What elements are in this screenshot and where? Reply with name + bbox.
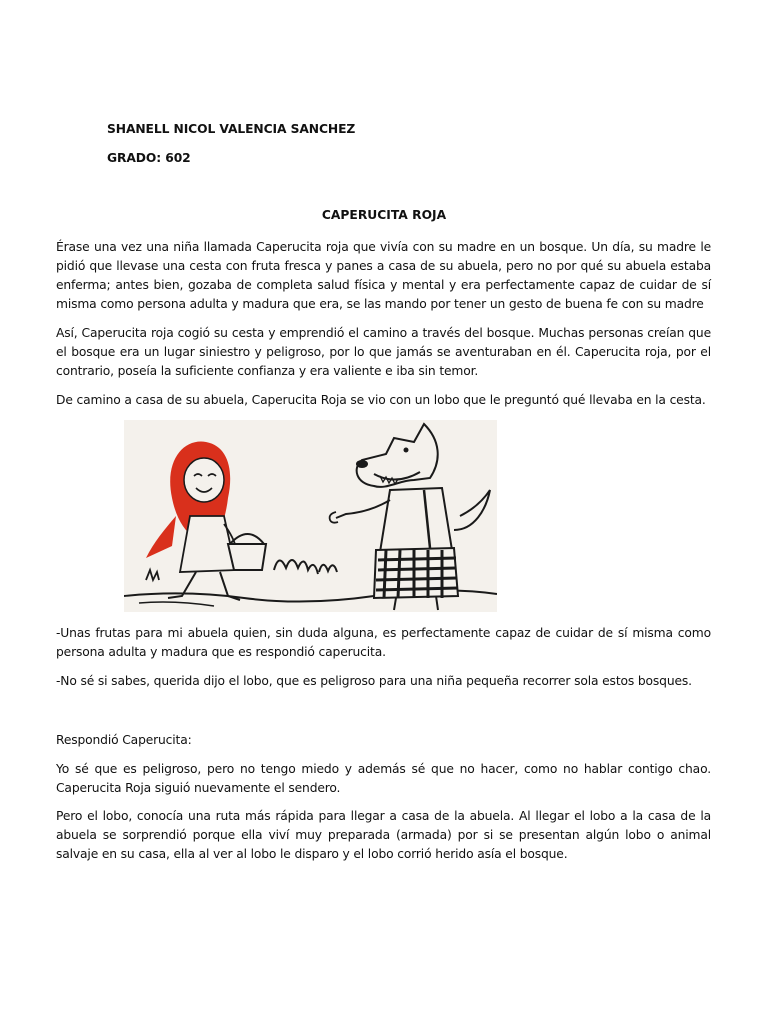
paragraph: Pero el lobo, conocía una ruta más rápida para llegar a casa de la abuela. Al llegar el lobo a la casa de la abuela se sorprendió porque ella viví muy preparada (armada) por si se presentan algún lobo o animal salvaje en su casa, ella al ver al lobo le disparo y el lobo corrió herido asía el bosque.: [56, 809, 711, 861]
paragraph: -Unas frutas para mi abuela quien, sin duda alguna, es perfectamente capaz de cuidar de sí misma como persona adulta y madura que es respondió caperucita.: [56, 626, 711, 659]
student-name: SHANELL NICOL VALENCIA SANCHEZ: [107, 122, 356, 136]
story-title: CAPERUCITA ROJA: [321, 208, 447, 222]
paragraph: Así, Caperucita roja cogió su cesta y emprendió el camino a través del bosque. Muchas personas creían que el bosque era un lugar siniestro y peligroso, por lo que jamás se aventuraban en él. Caperucita roja, por el contrario, poseía la suficiente confianza y era valiente e iba sin temor.: [56, 326, 711, 378]
paragraph: Yo sé que es peligroso, pero no tengo miedo y además sé que no hacer, como no hablar contigo chao. Caperucita Roja siguió nuevamente el sendero.: [56, 762, 711, 795]
paragraph: Érase una vez una niña llamada Caperucita roja que vivía con su madre en un bosque. Un día, su madre le pidió que llevase una cesta con fruta fresca y panes a casa de su abuela, pero no por qué su abuela estaba enferma; antes bien, gozaba de completa salud física y mental y era perfectamente capaz de cuidar de sí misma como persona adulta y madura que era, se las mando por tener un gesto de buena fe con su madre: [56, 240, 711, 311]
paragraph: Respondió Caperucita:: [56, 733, 192, 747]
paragraph: De camino a casa de su abuela, Caperucita Roja se vio con un lobo que le preguntó qué llevaba en la cesta.: [56, 393, 706, 407]
grade-label: GRADO: 602: [107, 151, 191, 165]
paragraph: -No sé si sabes, querida dijo el lobo, que es peligroso para una niña pequeña recorrer sola estos bosques.: [56, 674, 692, 688]
story-illustration: [124, 420, 497, 612]
